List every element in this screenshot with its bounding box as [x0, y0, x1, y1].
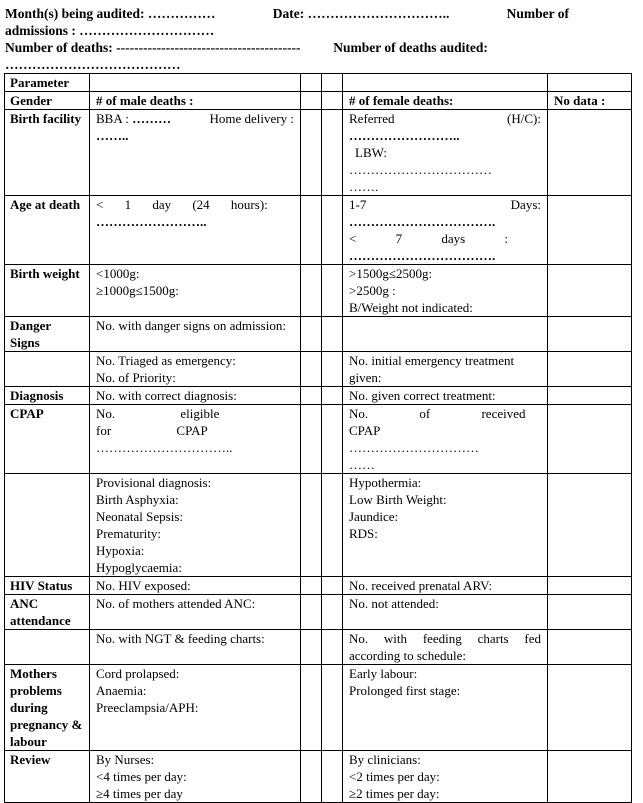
weight-1000-1500: ≥1000g≤1500g:: [96, 283, 179, 298]
parameter-header: Parameter: [5, 74, 90, 92]
lbw-dots: ……………………………: [349, 162, 492, 177]
cpap-received-label: No. of received CPAP: [349, 406, 526, 438]
diagnosis-label: Diagnosis: [5, 387, 90, 405]
hiv-status-row: [5, 577, 632, 595]
triaged-emergency: No. Triaged as emergency:: [96, 353, 236, 368]
anc-attendance-row: [5, 595, 632, 630]
mothers-problems-right-cell: [343, 665, 548, 751]
months-label: Month(s) being audited:: [5, 6, 145, 21]
less-than-1-day-dots: ……………………..: [96, 214, 207, 229]
rds: RDS:: [349, 526, 378, 541]
no-data-cell: No data :: [548, 92, 632, 110]
admissions-dots: …………………………: [79, 23, 215, 38]
birth-asphyxia: Birth Asphyxia:: [96, 492, 179, 507]
birth-weight-label: Birth weight: [5, 265, 90, 317]
correct-treatment-cell: No. given correct treatment:: [343, 387, 548, 405]
hiv-status-label: HIV Status: [5, 577, 90, 595]
anc-attended-cell: No. of mothers attended ANC:: [90, 595, 301, 630]
provisional-diagnosis-label: Provisional diagnosis:: [96, 475, 212, 490]
birth-weight-row: [5, 265, 632, 317]
admissions-label-part1: Number of: [506, 6, 569, 21]
referred-dots: ……………………..: [349, 128, 460, 143]
review-nurses-cell: [90, 751, 301, 803]
lbw-label: LBW:: [355, 145, 388, 160]
birth-facility-label: Birth facility: [5, 110, 90, 196]
provisional-diagnosis-cell: [90, 474, 301, 577]
cpap-eligible-dots: …………………………..: [96, 440, 233, 455]
age-at-death-row: [5, 196, 632, 265]
weight-under-1000: <1000g:: [96, 266, 140, 281]
mothers-problems-left-cell: [90, 665, 301, 751]
cpap-row: [5, 405, 632, 474]
lbw-dots-2: …….: [349, 179, 379, 194]
bba-label: BBA :: [96, 111, 129, 126]
diagnosis-row: [5, 387, 632, 405]
deaths-audited-dots: …………………………………: [5, 57, 181, 72]
referred-label: Referred: [349, 111, 395, 126]
header-line-4: [5, 56, 635, 73]
triage-male-cell: [90, 352, 301, 387]
prenatal-arv-cell: No. received prenatal ARV:: [343, 577, 548, 595]
review-row: [5, 751, 632, 803]
gender-row: [5, 92, 632, 110]
less-than-7-days-dots: …………………………….: [349, 248, 496, 263]
ngt-feeding-charts-cell: No. with NGT & feeding charts:: [90, 630, 301, 665]
home-delivery-label: Home delivery :: [209, 111, 294, 126]
cpap-received-cell: [343, 405, 548, 474]
months-audited: [5, 5, 215, 22]
audit-table: [4, 73, 632, 803]
gender-label: Gender: [5, 92, 90, 110]
birth-facility-female-cell: [343, 110, 548, 196]
deaths-label: Number of deaths:: [5, 40, 113, 55]
birth-weight-male-cell: [90, 265, 301, 317]
cpap-eligible-label: No. eligible for CPAP: [96, 406, 220, 438]
age-at-death-label: Age at death: [5, 196, 90, 265]
jaundice: Jaundice:: [349, 509, 399, 524]
hc-label: (H/C):: [507, 111, 541, 126]
deaths-audited-label: Number of deaths audited:: [333, 40, 488, 55]
ngt-feeding-row: [5, 630, 632, 665]
clinicians-2-or-more: ≥2 times per day:: [349, 786, 440, 801]
months-dots: ……………: [147, 6, 216, 21]
cpap-eligible-cell: [90, 405, 301, 474]
danger-signs-row: [5, 317, 632, 352]
prematurity: Prematurity:: [96, 526, 161, 541]
age-at-death-female-cell: [343, 196, 548, 265]
header-line-2: [5, 22, 635, 39]
cpap-received-dots-2: ……: [349, 457, 375, 472]
parameter-header-row: [5, 74, 632, 92]
triage-row: [5, 352, 632, 387]
female-deaths-cell: # of female deaths:: [343, 92, 548, 110]
male-deaths-cell: # of male deaths :: [90, 92, 301, 110]
hiv-exposed-cell: No. HIV exposed:: [90, 577, 301, 595]
anc-not-attended-cell: No. not attended:: [343, 595, 548, 630]
date-dots: …………………………..: [307, 6, 450, 21]
anc-attendance-label: ANC attendance: [5, 595, 90, 630]
neonatal-sepsis: Neonatal Sepsis:: [96, 509, 184, 524]
one-to-seven-dots: …………………………….: [349, 214, 496, 229]
hypothermia: Hypothermia:: [349, 475, 422, 490]
by-nurses: By Nurses:: [96, 752, 155, 767]
danger-signs-cell: No. with danger signs on admission:: [90, 317, 301, 352]
by-clinicians: By clinicians:: [349, 752, 421, 767]
hypoxia: Hypoxia:: [96, 543, 145, 558]
days-label: Days:: [510, 197, 541, 212]
cpap-label: CPAP: [5, 405, 90, 474]
admissions-label-part2: admissions :: [5, 23, 76, 38]
danger-signs-label: Danger Signs: [5, 317, 90, 352]
clinicians-less-than-2: <2 times per day:: [349, 769, 440, 784]
anaemia: Anaemia:: [96, 683, 147, 698]
initial-emergency-cell: No. initial emergency treatment given:: [343, 352, 548, 387]
mothers-problems-label: Mothers problems during pregnancy & labour: [5, 665, 90, 751]
cord-prolapsed: Cord prolapsed:: [96, 666, 180, 681]
date-label: Date:: [272, 6, 305, 21]
bba-dots: ………: [132, 111, 172, 126]
nurses-4-or-more: ≥4 times per day: [96, 786, 183, 801]
early-labour: Early labour:: [349, 666, 418, 681]
preeclampsia-aph: Preeclampsia/APH:: [96, 700, 199, 715]
one-to-seven-label: 1-7: [349, 197, 367, 212]
hypoglycaemia: Hypoglycaemia:: [96, 560, 182, 575]
less-than-7-days-label: < 7 days :: [349, 231, 509, 246]
correct-diagnosis-cell: No. with correct diagnosis:: [90, 387, 301, 405]
weight-not-indicated: B/Weight not indicated:: [349, 300, 473, 315]
mothers-problems-row: [5, 665, 632, 751]
header-line-3: [5, 39, 635, 56]
birth-facility-male-cell: [90, 110, 301, 196]
cpap-received-dots: …………………………: [349, 440, 479, 455]
review-label: Review: [5, 751, 90, 803]
provisional-diagnosis-right-cell: [343, 474, 548, 577]
header-line-1: [5, 5, 635, 22]
weight-1500-2500: >1500g≤2500g:: [349, 266, 433, 281]
prolonged-first-stage: Prolonged first stage:: [349, 683, 461, 698]
nurses-less-than-4: <4 times per day:: [96, 769, 187, 784]
low-birth-weight: Low Birth Weight:: [349, 492, 447, 507]
priority-count: No. of Priority:: [96, 370, 176, 385]
age-at-death-male-cell: [90, 196, 301, 265]
less-than-1-day-label: < 1 day (24 hours):: [96, 197, 268, 212]
feeding-schedule-cell: No. with feeding charts fed according to schedule:: [343, 630, 548, 665]
home-delivery-dots: ……..: [96, 128, 129, 143]
deaths-dashes: -----------------------------------------: [116, 40, 301, 55]
review-clinicians-cell: [343, 751, 548, 803]
weight-over-2500: >2500g :: [349, 283, 396, 298]
birth-weight-female-cell: [343, 265, 548, 317]
date-field: [273, 5, 450, 22]
provisional-diagnosis-row: [5, 474, 632, 577]
birth-facility-row: [5, 110, 632, 196]
